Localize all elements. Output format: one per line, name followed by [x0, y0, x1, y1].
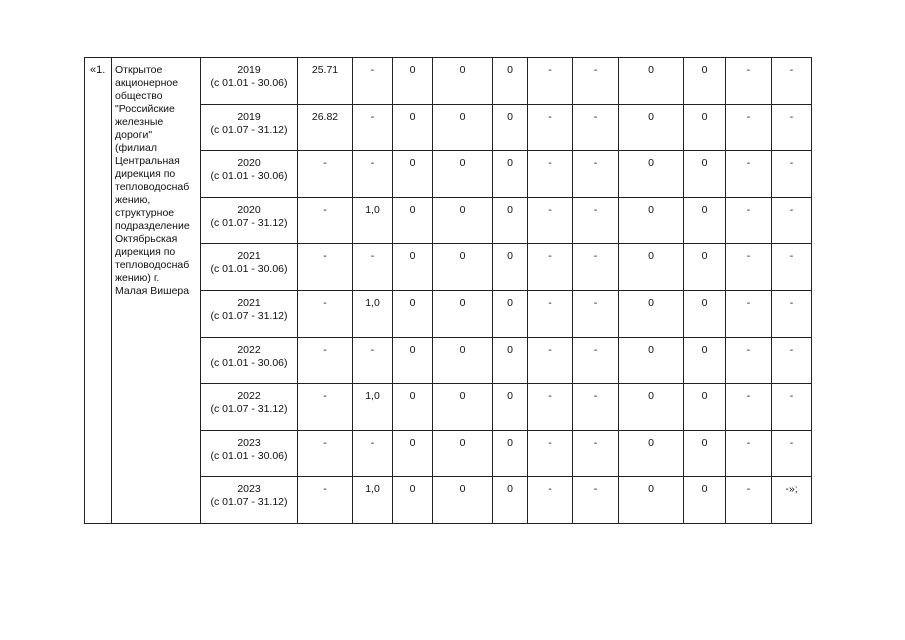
- value-cell: 0: [433, 58, 493, 105]
- value-cell: -: [772, 151, 812, 198]
- value-cell: 1,0: [353, 290, 393, 337]
- value-cell: -: [528, 58, 573, 105]
- period-range: (с 01.01 - 30.06): [210, 170, 288, 183]
- value-cell: -: [353, 58, 393, 105]
- value-cell: 0: [684, 430, 726, 477]
- value-cell: -: [726, 337, 772, 384]
- value-cell: -: [573, 151, 619, 198]
- value-cell: 0: [433, 104, 493, 151]
- table-body: [85, 58, 812, 524]
- period-year: 2019: [237, 64, 261, 76]
- value-cell: -: [353, 151, 393, 198]
- period-year: 2023: [237, 483, 261, 496]
- value-cell: -: [772, 104, 812, 151]
- value-cell: 1,0: [353, 477, 393, 524]
- period-range: (с 01.07 - 31.12): [210, 309, 288, 322]
- organization-cell: Открытое акционерное общество "Российские железные дороги" (филиал Центральная дирекция по тепловодоснаб жению, структурное подразделение Октябрьская дирекция по тепловодоснаб жению) г. Малая Вишера: [112, 58, 201, 524]
- value-cell: 0: [619, 477, 684, 524]
- period-year: 2021: [237, 296, 261, 309]
- value-cell: 0: [433, 244, 493, 291]
- value-cell: -: [573, 477, 619, 524]
- value-cell: 0: [433, 197, 493, 244]
- value-cell: 0: [684, 104, 726, 151]
- value-cell: -: [573, 430, 619, 477]
- period-range: (с 01.07 - 31.12): [210, 403, 288, 416]
- value-cell: 0: [433, 290, 493, 337]
- value-cell: 0: [493, 337, 528, 384]
- period-cell: [201, 477, 298, 524]
- value-cell: 0: [619, 384, 684, 431]
- value-cell: -: [772, 197, 812, 244]
- value-cell: 0: [619, 337, 684, 384]
- value-cell: -: [298, 430, 353, 477]
- value-cell: -: [573, 337, 619, 384]
- value-cell: 0: [619, 151, 684, 198]
- value-cell: 0: [433, 337, 493, 384]
- value-cell: 0: [684, 151, 726, 198]
- period-range: (с 01.07 - 31.12): [210, 123, 288, 136]
- value-cell: 0: [684, 290, 726, 337]
- value-cell: 0: [433, 477, 493, 524]
- value-cell: -»;: [772, 477, 812, 524]
- value-cell: -: [528, 244, 573, 291]
- value-cell: -: [353, 337, 393, 384]
- period-year: 2021: [237, 250, 261, 263]
- value-cell: -: [573, 384, 619, 431]
- value-cell: -: [573, 244, 619, 291]
- value-cell: -: [726, 244, 772, 291]
- value-cell: -: [353, 430, 393, 477]
- value-cell: -: [726, 197, 772, 244]
- value-cell: -: [528, 477, 573, 524]
- value-cell: 0: [393, 244, 433, 291]
- period-range: (с 01.07 - 31.12): [210, 216, 288, 229]
- period-cell: [201, 104, 298, 151]
- value-cell: 0: [393, 384, 433, 431]
- value-cell: -: [298, 337, 353, 384]
- period-range: (с 01.01 - 30.06): [210, 449, 288, 462]
- value-cell: 0: [619, 58, 684, 105]
- value-cell: 0: [493, 151, 528, 198]
- value-cell: -: [353, 244, 393, 291]
- value-cell: 0: [393, 430, 433, 477]
- period-range: (с 01.01 - 30.06): [210, 77, 288, 89]
- period-cell: [201, 337, 298, 384]
- period-year: 2019: [237, 110, 261, 123]
- period-year: 2022: [237, 390, 261, 403]
- value-cell: -: [298, 244, 353, 291]
- period-cell: [201, 430, 298, 477]
- value-cell: -: [726, 384, 772, 431]
- value-cell: 0: [493, 477, 528, 524]
- value-cell: 26.82: [298, 104, 353, 151]
- value-cell: 0: [684, 477, 726, 524]
- value-cell: 0: [684, 58, 726, 105]
- value-cell: -: [528, 151, 573, 198]
- value-cell: 0: [493, 290, 528, 337]
- value-cell: -: [298, 290, 353, 337]
- value-cell: 0: [619, 197, 684, 244]
- value-cell: -: [772, 244, 812, 291]
- value-cell: -: [573, 104, 619, 151]
- period-cell: [201, 197, 298, 244]
- period-range: (с 01.01 - 30.06): [210, 263, 288, 276]
- value-cell: 0: [493, 244, 528, 291]
- value-cell: 0: [684, 384, 726, 431]
- value-cell: 0: [393, 337, 433, 384]
- value-cell: 0: [433, 384, 493, 431]
- value-cell: -: [528, 290, 573, 337]
- row-number-cell: «1.: [85, 58, 112, 524]
- period-cell: [201, 290, 298, 337]
- value-cell: -: [528, 384, 573, 431]
- value-cell: -: [726, 58, 772, 105]
- value-cell: -: [298, 151, 353, 198]
- value-cell: -: [772, 290, 812, 337]
- period-year: 2020: [237, 203, 261, 216]
- value-cell: 0: [393, 104, 433, 151]
- value-cell: 0: [619, 290, 684, 337]
- value-cell: 1,0: [353, 197, 393, 244]
- value-cell: 0: [493, 58, 528, 105]
- value-cell: -: [573, 58, 619, 105]
- value-cell: -: [298, 384, 353, 431]
- value-cell: 0: [684, 244, 726, 291]
- value-cell: 0: [493, 384, 528, 431]
- value-cell: 0: [433, 430, 493, 477]
- value-cell: 0: [493, 104, 528, 151]
- value-cell: -: [573, 197, 619, 244]
- value-cell: -: [528, 337, 573, 384]
- value-cell: 0: [493, 430, 528, 477]
- value-cell: 0: [393, 58, 433, 105]
- value-cell: 0: [619, 430, 684, 477]
- table-row: [85, 58, 812, 105]
- value-cell: 0: [393, 151, 433, 198]
- period-year: 2020: [237, 157, 261, 170]
- period-cell: [201, 151, 298, 198]
- value-cell: -: [772, 384, 812, 431]
- period-cell: [201, 384, 298, 431]
- value-cell: 1,0: [353, 384, 393, 431]
- value-cell: -: [528, 197, 573, 244]
- value-cell: -: [298, 197, 353, 244]
- value-cell: 0: [393, 290, 433, 337]
- value-cell: 0: [393, 477, 433, 524]
- value-cell: 0: [433, 151, 493, 198]
- period-range: (с 01.07 - 31.12): [210, 496, 288, 509]
- period-cell: [201, 58, 298, 105]
- value-cell: 25.71: [298, 58, 353, 105]
- period-cell: [201, 244, 298, 291]
- value-cell: -: [726, 477, 772, 524]
- tariff-table: [84, 57, 812, 524]
- value-cell: -: [353, 104, 393, 151]
- period-range: (с 01.01 - 30.06): [210, 356, 288, 369]
- value-cell: 0: [684, 337, 726, 384]
- value-cell: -: [528, 104, 573, 151]
- value-cell: -: [726, 151, 772, 198]
- value-cell: -: [772, 337, 812, 384]
- period-year: 2023: [237, 436, 261, 449]
- value-cell: 0: [493, 197, 528, 244]
- value-cell: 0: [393, 197, 433, 244]
- value-cell: -: [528, 430, 573, 477]
- value-cell: 0: [619, 244, 684, 291]
- period-year: 2022: [237, 343, 261, 356]
- value-cell: -: [298, 477, 353, 524]
- value-cell: -: [726, 430, 772, 477]
- value-cell: -: [726, 290, 772, 337]
- value-cell: 0: [619, 104, 684, 151]
- value-cell: -: [772, 430, 812, 477]
- value-cell: -: [726, 104, 772, 151]
- value-cell: -: [573, 290, 619, 337]
- value-cell: 0: [684, 197, 726, 244]
- value-cell: -: [772, 58, 812, 105]
